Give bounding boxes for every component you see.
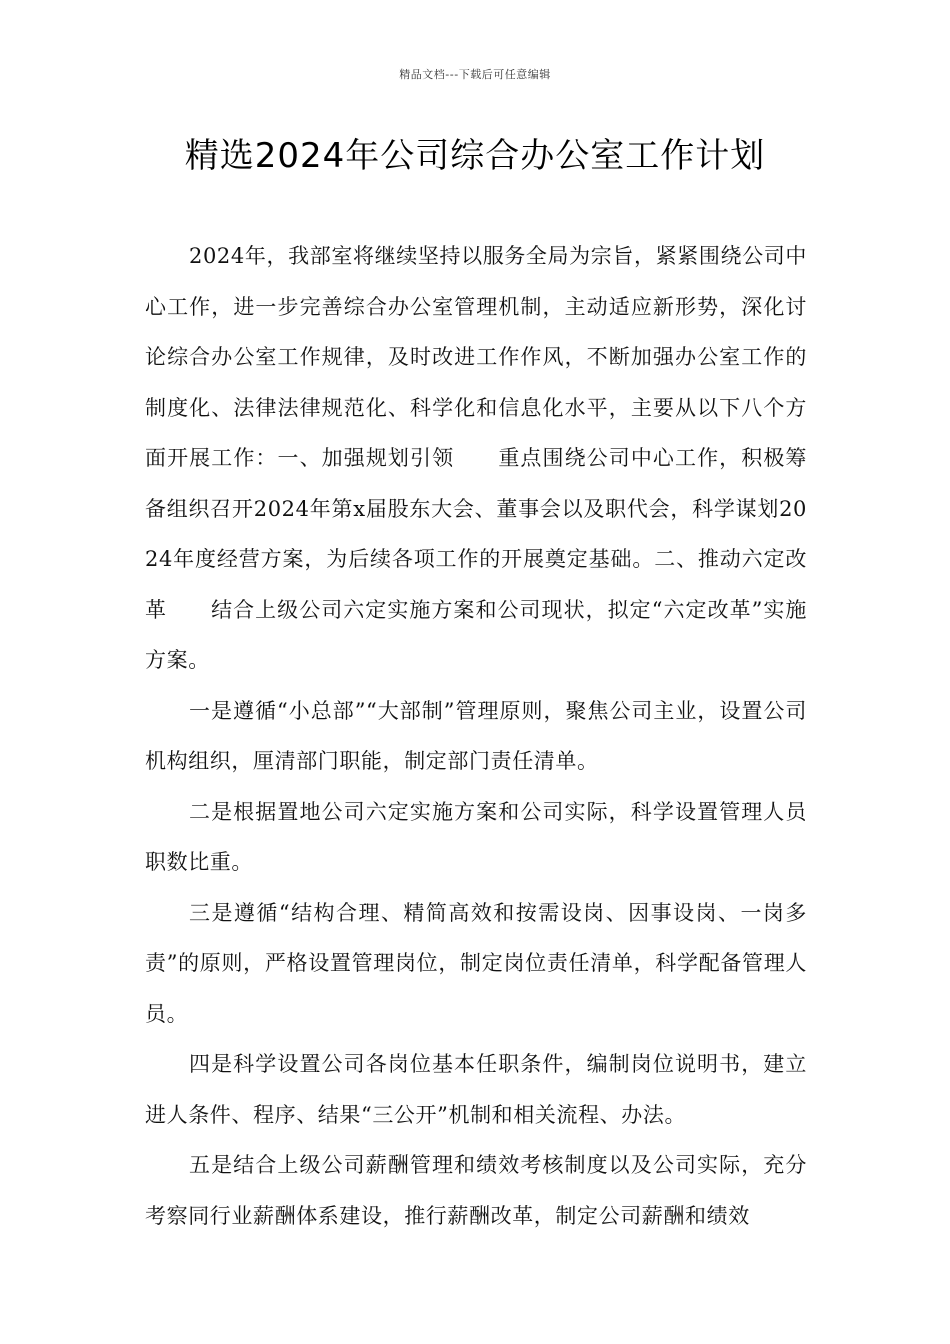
header-note: 精品文档---下载后可任意编辑 [399,68,551,81]
paragraph-item-1: 一是遵循“小总部”“大部制”管理原则，聚焦公司主业，设置公司机构组织，厘清部门职能，制定部门责任清单。 [145,698,807,773]
document-body [145,231,807,1241]
paragraph-item-2: 二是根据置地公司六定实施方案和公司实际，科学设置管理人员职数比重。 [145,799,807,874]
document-title: 精选2024年公司综合办公室工作计划 [184,136,766,176]
paragraph-item-4: 四是科学设置公司各岗位基本任职条件，编制岗位说明书，建立进人条件、程序、结果“三公开”机制和相关流程、办法。 [145,1052,807,1127]
paragraph-intro: 2024年，我部室将继续坚持以服务全局为宗旨，紧紧围绕公司中心工作，进一步完善综合办公室管理机制，主动适应新形势，深化讨论综合办公室工作规律，及时改进工作作风，不断加强办公室工作的制度化、法律法律规范化、科学化和信息化水平，主要从以下八个方面开展工作：一、加强规划引领 重点围绕公司中心工作，积极筹备组织召开2024年第x届股东大会、董事会以及职代会，科学谋划2024年度经营方案，为后续各项工作的开展奠定基础。二、推动六定改革 结合上级公司六定实施方案和公司现状，拟定“六定改革”实施方案。 [145,244,807,672]
paragraph-item-3: 三是遵循“结构合理、精简高效和按需设岗、因事设岗、一岗多责”的原则，严格设置管理岗位，制定岗位责任清单，科学配备管理人员。 [145,900,807,1026]
paragraph-item-5: 五是结合上级公司薪酬管理和绩效考核制度以及公司实际，充分考察同行业薪酬体系建设，推行薪酬改革，制定公司薪酬和绩效 [145,1153,807,1228]
